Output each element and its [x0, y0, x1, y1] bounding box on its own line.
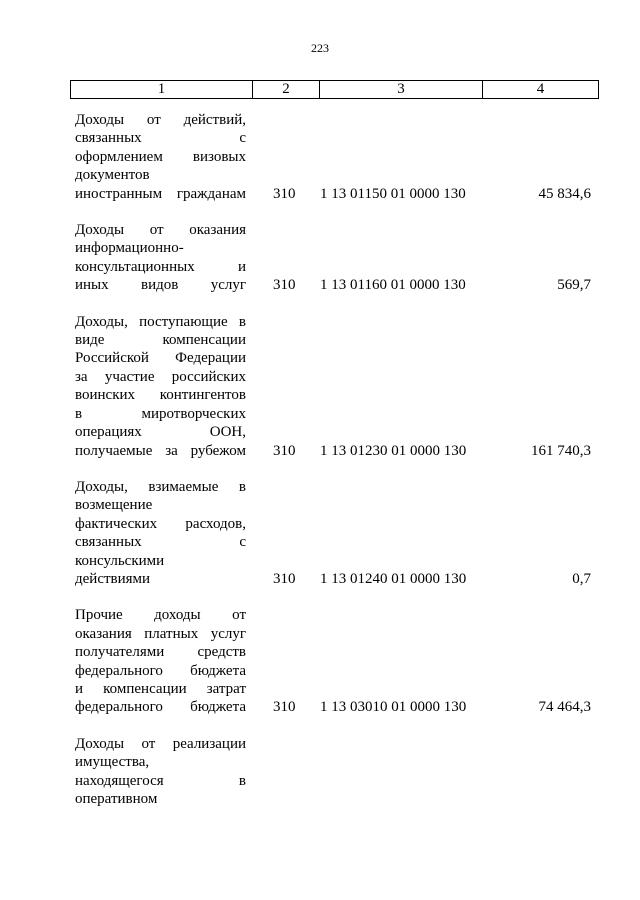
description-line: и компенсации затрат [75, 680, 246, 697]
header-col-1: 1 [71, 81, 253, 99]
description-line: за участие российских [75, 368, 246, 385]
description-line: Прочие доходы от [75, 607, 246, 624]
row-description [75, 606, 246, 716]
row-kbk: 1 13 01230 01 0000 130 [320, 442, 467, 459]
row-kbk: 1 13 01160 01 0000 130 [320, 277, 466, 294]
description-line: оформлением визовых [75, 148, 246, 165]
table-row [0, 221, 640, 295]
description-line: воинских контингентов [75, 387, 246, 404]
description-line: получаемые за рубежом [75, 442, 246, 459]
description-line: федерального бюджета [75, 699, 246, 716]
description-line: иных видов услуг [75, 277, 246, 294]
row-kbk: 1 13 03010 01 0000 130 [320, 699, 467, 716]
description-line: Доходы, взимаемые в [75, 478, 246, 495]
description-line: иностранным гражданам [75, 185, 246, 202]
row-amount: 161 740,3 [531, 442, 591, 459]
header-row [71, 81, 599, 99]
description-line: в миротворческих [75, 405, 246, 422]
header-col-4: 4 [483, 81, 599, 99]
page-number: 223 [311, 41, 329, 55]
row-code: 310 [273, 185, 296, 202]
header-col-2: 2 [253, 81, 320, 99]
description-line: Российской Федерации [75, 350, 246, 367]
description-line: виде компенсации [75, 332, 246, 349]
row-kbk: 1 13 01240 01 0000 130 [320, 570, 467, 587]
description-line: фактических расходов, [75, 515, 246, 532]
table-row [0, 478, 640, 588]
row-amount: 0,7 [572, 570, 591, 587]
description-line: Доходы от оказания [75, 222, 246, 239]
description-line: консультационных и [75, 258, 246, 275]
row-amount: 45 834,6 [538, 185, 591, 202]
description-line: документов [75, 167, 150, 184]
row-description [75, 313, 246, 460]
row-code: 310 [273, 277, 296, 294]
description-line: информационно- [75, 240, 184, 257]
header-col-3: 3 [320, 81, 483, 99]
description-line: находящегося в [75, 772, 246, 789]
description-line: действиями [75, 570, 151, 587]
table-row [0, 735, 640, 809]
income-rows [0, 111, 640, 808]
description-line: оперативном [75, 791, 158, 807]
row-description [75, 478, 246, 588]
description-line: получателями средств [75, 644, 246, 661]
row-code: 310 [273, 699, 296, 716]
row-code: 310 [273, 442, 296, 459]
description-line: консульскими [75, 552, 165, 569]
row-description [75, 221, 246, 295]
description-line: возмещение [75, 497, 153, 514]
row-kbk: 1 13 01150 01 0000 130 [320, 185, 466, 202]
row-description [75, 111, 246, 203]
description-line: федерального бюджета [75, 662, 246, 679]
row-code: 310 [273, 570, 296, 587]
table-row [0, 606, 640, 716]
description-line: связанных с [75, 534, 246, 551]
description-line: Доходы, поступающие в [75, 313, 246, 330]
table-header [70, 80, 599, 99]
row-description [75, 735, 246, 809]
description-line: Доходы от реализации [75, 735, 246, 752]
description-line: связанных с [75, 130, 246, 147]
table-row [0, 111, 640, 203]
description-line: имущества, [75, 754, 150, 771]
row-amount: 74 464,3 [538, 699, 591, 716]
description-line: Доходы от действий, [75, 112, 246, 128]
table-row [0, 313, 640, 460]
description-line: операциях ООН, [75, 424, 246, 441]
row-amount: 569,7 [557, 277, 591, 294]
description-line: оказания платных услуг [75, 625, 246, 642]
